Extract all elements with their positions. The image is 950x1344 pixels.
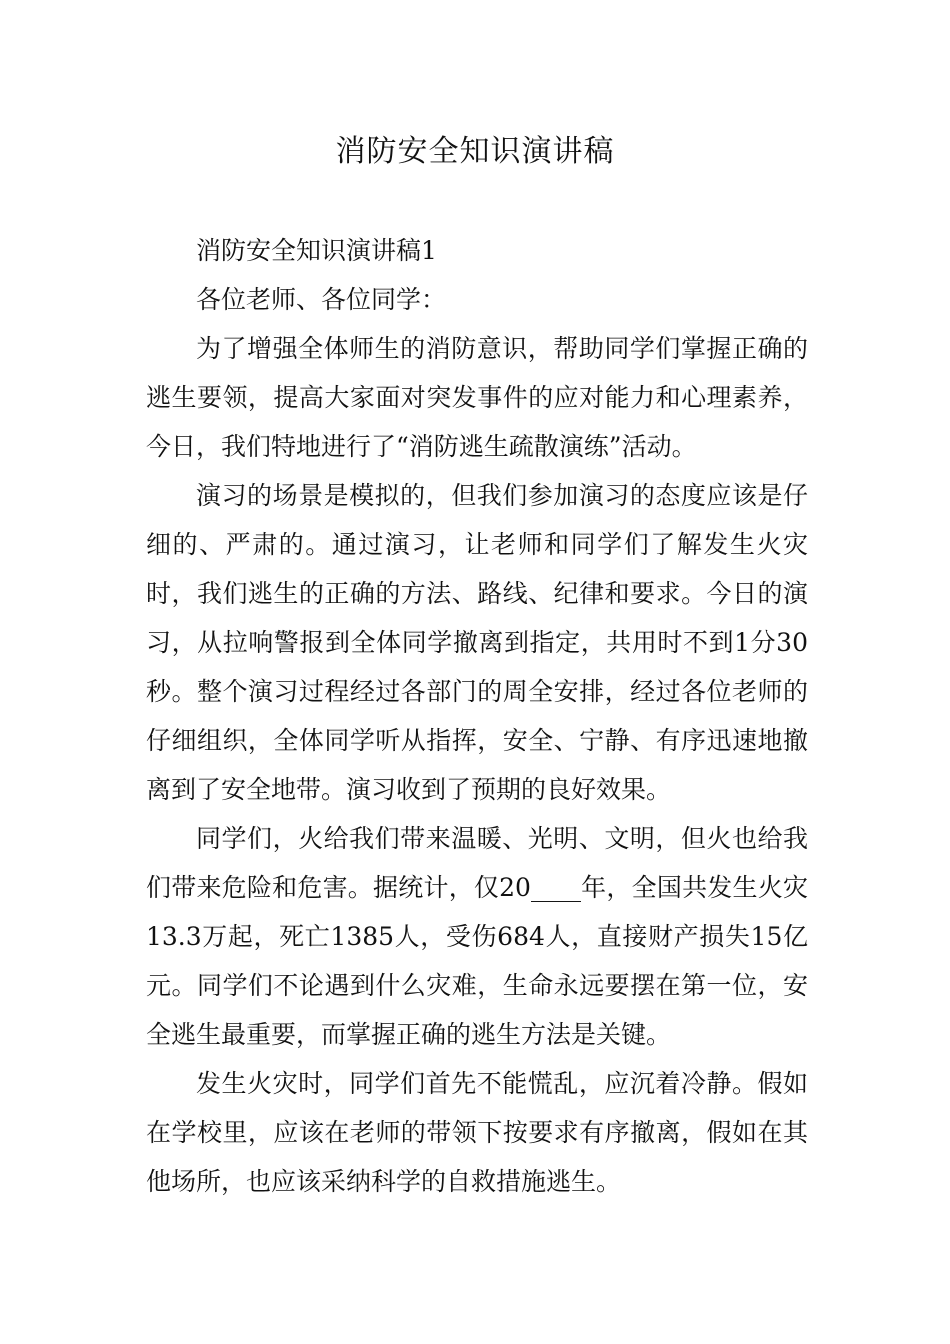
- body-paragraph: 发生火灾时，同学们首先不能慌乱，应沉着冷静。假如在学校里，应该在老师的带领下按要求有序撤离，假如在其他场所，也应该采纳科学的自救措施逃生。: [146, 1069, 808, 1196]
- body-paragraph: 为了增强全体师生的消防意识，帮助同学们掌握正确的逃生要领，提高大家面对突发事件的应对能力和心理素养，今日，我们特地进行了“消防逃生疏散演练”活动。: [146, 334, 808, 461]
- body-paragraph: 演习的场景是模拟的，但我们参加演习的态度应该是仔细的、严肃的。通过演习，让老师和同学们了解发生火灾时，我们逃生的正确的方法、路线、纪律和要求。今日的演习，从拉响警报到全体同学撤离到指定，共用时不到1分30秒。整个演习过程经过各部门的周全安排，经过各位老师的仔细组织，全体同学听从指挥，安全、宁静、有序迅速地撤离到了安全地带。演习收到了预期的良好效果。: [146, 481, 808, 804]
- body-paragraph: 同学们，火给我们带来温暖、光明、文明，但火也给我们带来危险和危害。据统计，仅20____年，全国共发生火灾13.3万起，死亡1385人，受伤684人，直接财产损失15亿元。同学们不论遇到什么灾难，生命永远要摆在第一位，安全逃生最重要，而掌握正确的逃生方法是关键。: [146, 824, 808, 1049]
- salutation-paragraph: 各位老师、各位同学：: [196, 285, 447, 314]
- subtitle-paragraph: 消防安全知识演讲稿1: [196, 236, 437, 265]
- document-title: 消防安全知识演讲稿: [335, 134, 615, 169]
- document-body: [146, 226, 808, 1206]
